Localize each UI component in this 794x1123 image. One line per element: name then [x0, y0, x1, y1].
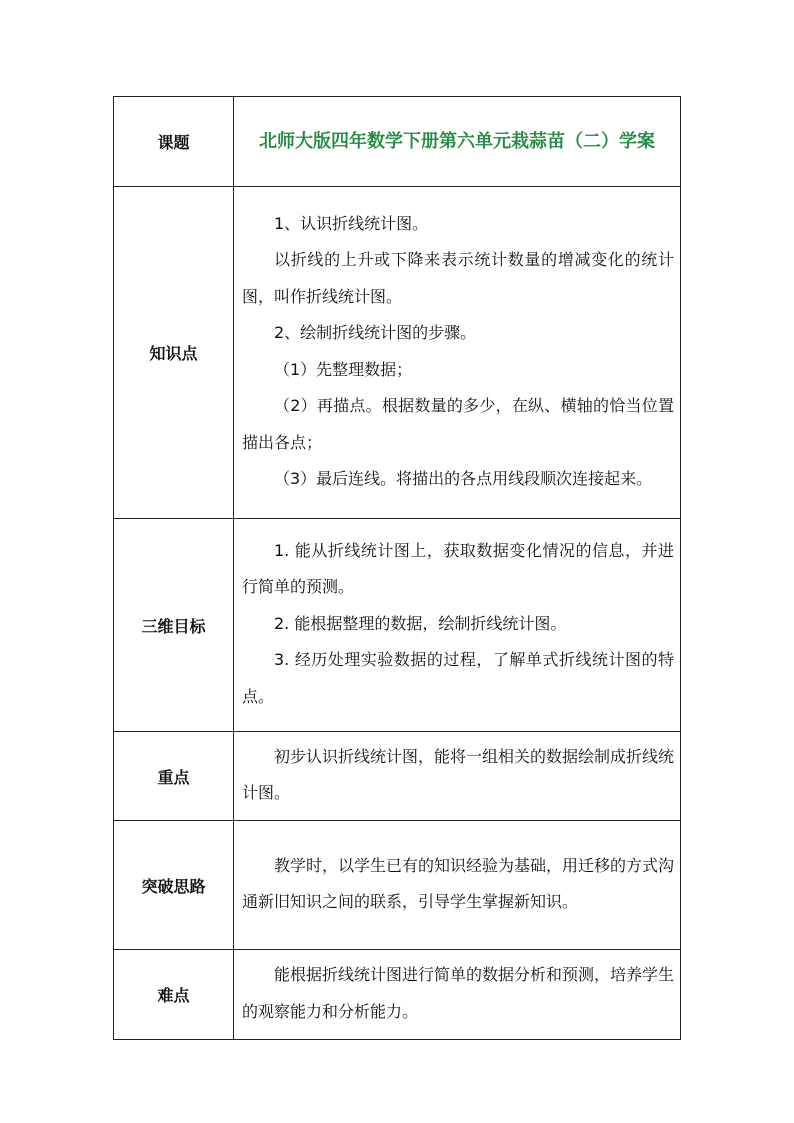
method-line: 教学时，以学生已有的知识经验为基础，用迁移的方式沟通新旧知识之间的联系，引导学生掌握新知识。: [242, 855, 675, 911]
table-row-title: [114, 97, 681, 187]
knowledge-content: [234, 187, 681, 519]
row-label-title: 课题: [114, 97, 234, 187]
goal-line: 2. 能根据整理的数据，绘制折线统计图。: [274, 613, 567, 633]
difficulty-content: [234, 950, 681, 1040]
row-label-key-point: 重点: [114, 732, 234, 821]
table-row-method: [114, 821, 681, 950]
knowledge-line: 2、绘制折线统计图的步骤。: [274, 323, 477, 342]
knowledge-line: （2）再描点。根据数量的多少，在纵、横轴的恰当位置描出各点；: [242, 396, 674, 452]
row-label-method: 突破思路: [114, 821, 234, 950]
lesson-title: 北师大版四年数学下册第六单元栽蒜苗（二）学案: [234, 97, 681, 187]
row-label-goals: 三维目标: [114, 519, 234, 732]
goal-line: 3. 经历处理实验数据的过程，了解单式折线统计图的特点。: [242, 650, 674, 706]
table-row-key-point: [114, 732, 681, 821]
key-point-line: 初步认识折线统计图，能将一组相关的数据绘制成折线统计图。: [242, 746, 675, 802]
difficulty-line: 能根据折线统计图进行简单的数据分析和预测，培养学生的观察能力和分析能力。: [242, 965, 675, 1021]
lesson-plan-table: [113, 96, 681, 1040]
table-row-goals: [114, 519, 681, 732]
row-label-knowledge: 知识点: [114, 187, 234, 519]
table-row-knowledge: [114, 187, 681, 519]
knowledge-line: 以折线的上升或下降来表示统计数量的增减变化的统计图，叫作折线统计图。: [242, 250, 674, 306]
table-row-difficulty: [114, 950, 681, 1040]
row-label-difficulty: 难点: [114, 950, 234, 1040]
method-content: [234, 821, 681, 950]
goal-line: 1. 能从折线统计图上，获取数据变化情况的信息，并进行简单的预测。: [242, 540, 674, 597]
knowledge-line: 1、认识折线统计图。: [274, 213, 429, 233]
knowledge-line: （3）最后连线。将描出的各点用线段顺次连接起来。: [274, 469, 653, 488]
key-point-content: [234, 732, 681, 821]
knowledge-line: （1）先整理数据；: [274, 359, 413, 379]
goals-content: [234, 519, 681, 732]
